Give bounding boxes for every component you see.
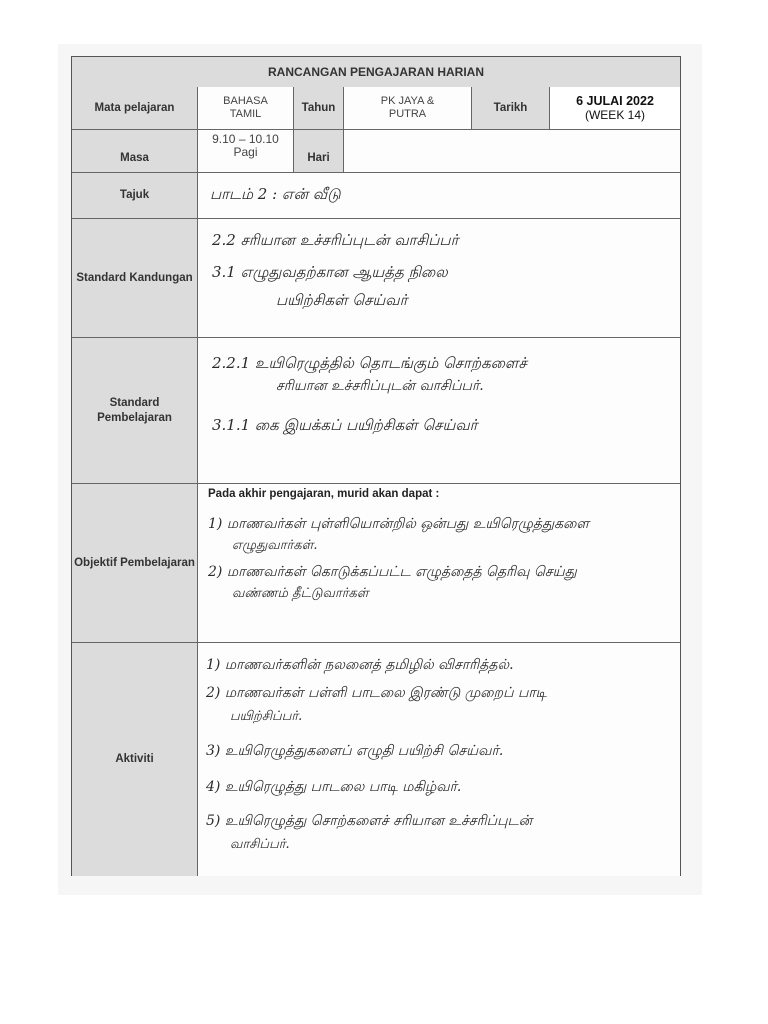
tarikh-value <box>550 87 680 130</box>
standard-kandungan-label: Standard Kandungan <box>72 219 198 338</box>
masa-period: Pagi <box>233 145 258 159</box>
aktiviti-line: 1) மாணவர்களின் நலனைத் தமிழில் விசாரித்தல். <box>206 657 514 673</box>
form-title: RANCANGAN PENGAJARAN HARIAN <box>72 57 680 88</box>
sp-line: 3.1.1 கை இயக்கப் பயிற்சிகள் செய்வர் <box>212 416 478 434</box>
lesson-plan-form <box>71 56 681 876</box>
aktiviti-line: 3) உயிரெழுத்துகளைப் எழுதி பயிற்சி செய்வர். <box>206 743 504 759</box>
objektif-line: 1) மாணவர்கள் புள்ளியொன்றில் ஒன்பது உயிரெழுத்துகளை <box>208 516 589 532</box>
masa-value <box>198 130 294 173</box>
aktiviti-line: 5) உயிரெழுத்து சொற்களைச் சரியான உச்சரிப்புடன் <box>206 813 533 829</box>
tajuk-value: பாடம் 2 : என் வீடு <box>210 185 341 203</box>
tarikh-label: Tarikh <box>472 87 550 130</box>
tahun-value: PK JAYA & PUTRA <box>344 87 472 130</box>
aktiviti-label: Aktiviti <box>72 643 198 876</box>
aktiviti-line: வாசிப்பர். <box>230 837 290 852</box>
mata-pelajaran-value: BAHASA TAMIL <box>198 87 294 130</box>
objektif-line: 2) மாணவர்கள் கொடுக்கப்பட்ட எழுத்தைத் தெரிவு செய்து <box>208 564 577 580</box>
aktiviti-line: 4) உயிரெழுத்து பாடலை பாடி மகிழ்வர். <box>206 779 462 795</box>
hari-label: Hari <box>294 130 344 173</box>
standard-pembelajaran-label: Standard Pembelajaran <box>72 338 198 484</box>
objektif-intro: Pada akhir pengajaran, murid akan dapat : <box>208 488 440 500</box>
aktiviti-line: பயிற்சிப்பர். <box>230 709 303 724</box>
masa-label: Masa <box>72 130 198 173</box>
tahun-label: Tahun <box>294 87 344 130</box>
aktiviti-line: 2) மாணவர்கள் பள்ளி பாடலை இரண்டு முறைப் பாடி <box>206 685 547 701</box>
objektif-line: வண்ணம் தீட்டுவார்கள் <box>232 586 369 601</box>
sk-line: பயிற்சிகள் செய்வர் <box>276 291 408 309</box>
sk-line: 3.1 எழுதுவதற்கான ஆயத்த நிலை <box>212 263 448 281</box>
tarikh-date: 6 JULAI 2022 <box>576 94 654 108</box>
aktiviti-area <box>198 643 680 876</box>
mata-pelajaran-label: Mata pelajaran <box>72 87 198 130</box>
hari-value <box>344 130 680 173</box>
sk-line: 2.2 சரியான உச்சரிப்புடன் வாசிப்பர் <box>212 231 459 249</box>
standard-pembelajaran-area <box>198 338 680 484</box>
sp-line: சரியான உச்சரிப்புடன் வாசிப்பர். <box>276 378 484 394</box>
tajuk-label: Tajuk <box>72 173 198 219</box>
objektif-line: எழுதுவார்கள். <box>232 538 318 553</box>
standard-kandungan-area <box>198 219 680 338</box>
tarikh-week: (WEEK 14) <box>584 108 645 122</box>
objektif-area <box>198 484 680 643</box>
sp-line: 2.2.1 உயிரெழுத்தில் தொடங்கும் சொற்களைச் <box>212 354 527 372</box>
objektif-label: Objektif Pembelajaran <box>72 484 198 643</box>
masa-time: 9.10 – 10.10 <box>212 132 279 146</box>
tajuk-area <box>198 173 680 219</box>
